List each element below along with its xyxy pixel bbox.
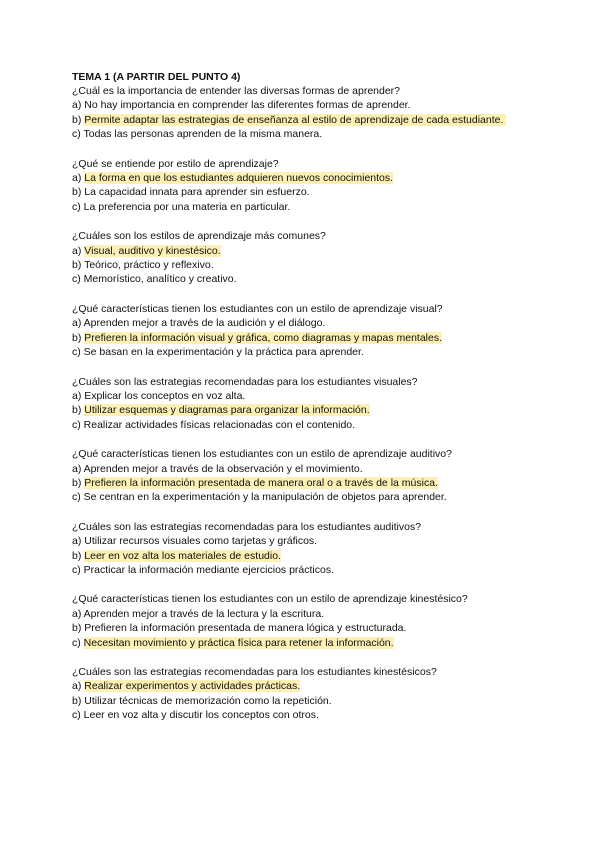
option-a: a) Utilizar recursos visuales como tarjetas y gráficos. xyxy=(72,535,318,548)
question-text: ¿Cuáles son las estrategias recomendadas para los estudiantes visuales? xyxy=(72,375,418,388)
option-prefix: c) xyxy=(72,636,84,649)
option-a: a) Aprenden mejor a través de la observación y el movimiento. xyxy=(72,462,363,475)
option-a: a) Aprenden mejor a través de la lectura y la escritura. xyxy=(72,607,325,620)
option-a: a) Aprenden mejor a través de la audición y el diálogo. xyxy=(72,317,326,330)
highlighted-answer: La forma en que los estudiantes adquieren nuevos conocimientos. xyxy=(84,172,394,185)
highlighted-answer: Visual, auditivo y kinestésico. xyxy=(84,244,221,257)
question-block-8 xyxy=(72,592,542,650)
option-prefix: b) xyxy=(72,476,85,489)
question-text: ¿Cuáles son los estilos de aprendizaje más comunes? xyxy=(72,230,326,243)
option-b xyxy=(72,403,542,417)
question-text: ¿Cuáles son las estrategias recomendadas para los estudiantes kinestésicos? xyxy=(72,666,437,678)
option-c: c) Leer en voz alta y discutir los conceptos con otros. xyxy=(72,709,319,722)
option-a: a) Explicar los conceptos en voz alta. xyxy=(72,389,246,402)
highlighted-answer: Realizar experimentos y actividades prácticas. xyxy=(84,680,301,693)
question-text: ¿Qué se entiende por estilo de aprendizaje? xyxy=(72,157,279,170)
question-text: ¿Cuál es la importancia de entender las diversas formas de aprender? xyxy=(72,85,401,97)
question-text: ¿Cuáles son las estrategias recomendadas para los estudiantes auditivos? xyxy=(72,520,422,533)
question-text: ¿Qué características tienen los estudiantes con un estilo de aprendizaje kinestésico? xyxy=(72,593,468,606)
question-block-3 xyxy=(72,229,542,287)
option-b: b) Prefieren la información presentada de manera lógica y estructurada. xyxy=(72,622,407,635)
option-prefix: a) xyxy=(72,680,85,693)
option-a xyxy=(72,171,542,185)
question-text: ¿Qué características tienen los estudiantes con un estilo de aprendizaje auditivo? xyxy=(72,448,452,461)
option-b: b) Utilizar técnicas de memorización como la repetición. xyxy=(72,694,332,707)
option-b xyxy=(72,476,542,490)
option-a xyxy=(72,679,542,693)
option-c xyxy=(72,636,542,650)
highlighted-answer: Necesitan movimiento y práctica física para retener la información. xyxy=(83,636,394,649)
option-b xyxy=(72,331,542,345)
option-c: c) La preferencia por una materia en particular. xyxy=(72,200,291,213)
option-b xyxy=(72,549,542,563)
option-c: c) Se centran en la experimentación y la manipulación de objetos para aprender. xyxy=(72,491,447,504)
option-c: c) Se basan en la experimentación y la práctica para aprender. xyxy=(72,346,364,359)
option-c: c) Todas las personas aprenden de la misma manera. xyxy=(72,128,323,141)
option-prefix: a) xyxy=(72,172,85,185)
question-block-2 xyxy=(72,157,542,215)
option-c: c) Memorístico, analítico y creativo. xyxy=(72,273,237,286)
question-block-9 xyxy=(72,665,542,723)
question-block-6 xyxy=(72,447,542,505)
option-b xyxy=(72,113,542,127)
highlighted-answer: Utilizar esquemas y diagramas para organizar la información. xyxy=(84,404,370,417)
question-block-1 xyxy=(72,84,542,142)
option-prefix: b) xyxy=(72,404,85,417)
highlighted-answer: Prefieren la información presentada de manera oral o a través de la música. xyxy=(84,476,438,489)
question-block-5 xyxy=(72,375,542,433)
question-block-7 xyxy=(72,520,542,578)
document-page xyxy=(72,70,542,738)
highlighted-answer: Permite adaptar las estrategias de enseñanza al estilo de aprendizaje de cada estudiante. xyxy=(84,114,506,126)
question-block-4 xyxy=(72,302,542,360)
option-b: b) Teórico, práctico y reflexivo. xyxy=(72,259,214,272)
option-c: c) Realizar actividades físicas relacionadas con el contenido. xyxy=(72,418,356,431)
option-b: b) La capacidad innata para aprender sin esfuerzo. xyxy=(72,186,310,199)
option-c: c) Practicar la información mediante ejercicios prácticos. xyxy=(72,563,335,576)
highlighted-answer: Leer en voz alta los materiales de estudio. xyxy=(84,549,281,562)
option-prefix: b) xyxy=(72,113,85,126)
option-prefix: b) xyxy=(72,331,85,344)
option-a: a) No hay importancia en comprender las diferentes formas de aprender. xyxy=(72,99,411,112)
option-a xyxy=(72,244,542,258)
highlighted-answer: Prefieren la información visual y gráfica, como diagramas y mapas mentales. xyxy=(84,331,443,344)
option-prefix: a) xyxy=(72,244,85,257)
page-title: TEMA 1 (A PARTIR DEL PUNTO 4) xyxy=(72,71,241,83)
option-prefix: b) xyxy=(72,549,85,562)
question-text: ¿Qué características tienen los estudiantes con un estilo de aprendizaje visual? xyxy=(72,302,443,315)
